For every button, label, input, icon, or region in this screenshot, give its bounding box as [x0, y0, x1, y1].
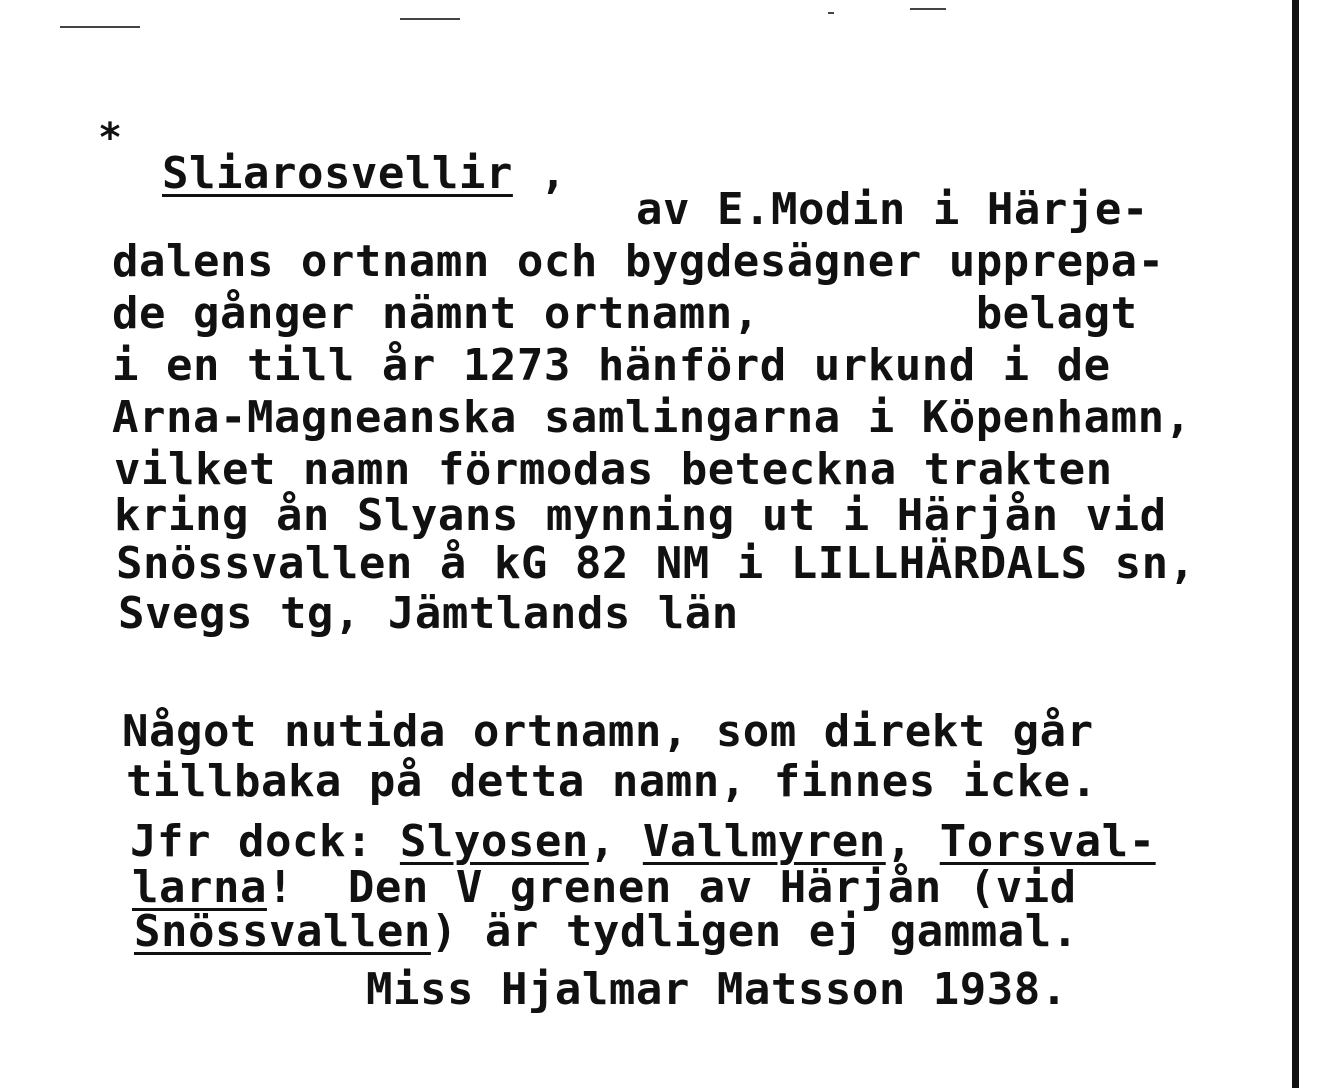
paragraph-1-line-4: i en till år 1273 hänförd urkund i de [112, 340, 1111, 391]
headword: Sliarosvellir [162, 148, 513, 199]
reference-separator: , [885, 816, 940, 867]
reference-slyosen: Slyosen [399, 816, 589, 867]
paragraph-1-line-7: kring ån Slyans mynning ut i Härjån vid [114, 490, 1167, 541]
paragraph-2-line-1: Något nutida ortnamn, som direkt går [122, 706, 1094, 757]
compare-prefix: Jfr dock: [130, 816, 400, 867]
headword-comma: , [539, 148, 567, 199]
scan-mark [400, 18, 460, 20]
scan-mark [60, 26, 140, 28]
scan-mark [828, 12, 834, 14]
reference-separator: , [588, 816, 643, 867]
marker-asterisk: * [98, 115, 123, 161]
compare-line-1 [130, 816, 1156, 868]
card-edge-line [1292, 0, 1299, 1088]
compare-text-end: ) är tydligen ej gammal. [430, 906, 1079, 957]
compare-text: ! Den V grenen av Härjån (vid [266, 862, 1077, 913]
paragraph-2-line-2: tillbaka på detta namn, finnes icke. [126, 756, 1098, 807]
paragraph-1-line-3: de gånger nämnt ortnamn, belagt [112, 288, 1138, 339]
reference-torsvallarna-part-1: Torsval- [939, 816, 1156, 867]
reference-snossvallen: Snössvallen [134, 906, 431, 957]
paragraph-1-line-5: Arna-Magneanska samlingarna i Köpenhamn, [112, 392, 1192, 443]
compare-line-3 [134, 906, 1079, 958]
paragraph-1-line-6: vilket namn förmodas beteckna trakten [114, 444, 1113, 495]
reference-torsvallarna-part-2: larna [132, 862, 267, 913]
paragraph-1-line-1: av E.Modin i Härje- [636, 184, 1149, 235]
signature: Miss Hjalmar Matsson 1938. [366, 964, 1068, 1015]
paragraph-1-line-9: Svegs tg, Jämtlands län [118, 588, 739, 639]
headword-line [162, 148, 567, 200]
paragraph-1-line-2: dalens ortnamn och bygdesägner upprepa- [112, 236, 1165, 287]
scan-mark [910, 8, 946, 10]
paragraph-1-line-8: Snössvallen å kG 82 NM i LILLHÄRDALS sn, [116, 538, 1196, 589]
reference-vallmyren: Vallmyren [642, 816, 886, 867]
